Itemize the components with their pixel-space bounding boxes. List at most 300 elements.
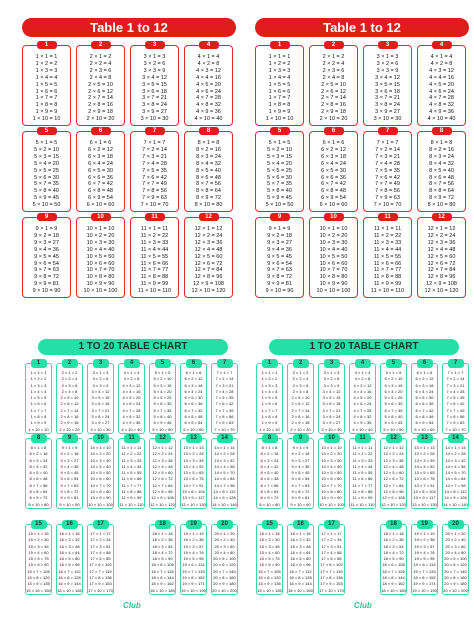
table-line: 8 × 4 = 32 xyxy=(196,160,221,167)
table-line: 3 × 2 = 6 xyxy=(323,376,340,382)
table-line: 9 × 6 = 54 xyxy=(291,476,310,482)
table-11-card xyxy=(130,214,179,298)
red-panel-left xyxy=(22,18,236,308)
table-line: 6 × 2 = 12 xyxy=(415,376,434,382)
table-line: 6 × 4 = 24 xyxy=(184,388,203,394)
table-line: 5 × 8 = 40 xyxy=(34,188,59,195)
table-line: 10 × 9 = 90 xyxy=(86,281,115,288)
table-20-card xyxy=(211,521,238,595)
table-line: 15 × 6 = 90 xyxy=(28,562,49,568)
red-panel-title: Table 1 to 12 xyxy=(255,18,469,37)
table-line: 15 × 2 = 30 xyxy=(259,537,280,543)
table-line: 13 × 5 = 65 xyxy=(414,470,435,476)
table-line: 1 × 8 = 8 xyxy=(261,414,278,420)
table-line: 10 × 1 = 10 xyxy=(321,445,342,450)
table-line: 2 × 10 = 20 xyxy=(86,116,115,123)
table-line: 14 × 6 = 84 xyxy=(445,476,466,482)
table-11-card xyxy=(349,435,376,509)
table-line: 17 × 6 = 102 xyxy=(89,562,112,568)
table-line: 9 × 3 = 27 xyxy=(267,239,292,246)
table-line: 10 × 1 = 10 xyxy=(90,445,111,450)
table-8-card xyxy=(184,128,233,212)
table-line: 11 × 3 = 33 xyxy=(140,239,169,246)
table-line: 11 × 10 = 110 xyxy=(370,288,405,295)
table-line: 10 × 8 = 80 xyxy=(319,274,348,281)
table-line: 8 × 2 = 16 xyxy=(29,451,48,457)
table-line: 10 × 5 = 50 xyxy=(90,470,111,476)
table-line: 5 × 7 = 35 xyxy=(267,181,292,188)
table-line: 19 × 2 = 38 xyxy=(414,537,435,543)
table-number-badge: 2 xyxy=(91,41,111,49)
table-line: 11 × 4 = 44 xyxy=(352,463,373,469)
table-line: 7 × 6 = 42 xyxy=(215,401,234,407)
table-line: 11 × 2 = 22 xyxy=(352,451,373,457)
table-line: 18 × 6 = 108 xyxy=(382,562,405,568)
table-line: 11 × 7 = 77 xyxy=(140,267,169,274)
table-line: 12 × 8 = 96 xyxy=(383,489,404,495)
table-line: 3 × 10 = 30 xyxy=(373,116,402,123)
table-line: 9 × 9 = 81 xyxy=(267,281,292,288)
table-line: 15 × 3 = 45 xyxy=(28,543,49,549)
table-1-card xyxy=(25,360,52,434)
table-number-badge: 12 xyxy=(386,434,402,443)
table-line: 3 × 5 = 15 xyxy=(375,81,400,88)
table-line: 5 × 3 = 15 xyxy=(34,153,59,160)
table-line: 14 × 5 = 70 xyxy=(214,470,235,476)
table-line: 2 × 4 = 8 xyxy=(89,74,112,81)
table-3-card xyxy=(363,42,412,126)
table-line: 11 × 7 = 77 xyxy=(373,267,402,274)
table-line: 7 × 3 = 21 xyxy=(215,382,234,388)
table-line: 4 × 1 = 4 xyxy=(197,54,220,60)
table-line: 1 × 1 = 1 xyxy=(30,370,47,375)
table-4-card xyxy=(349,360,376,434)
table-line: 9 × 10 = 90 xyxy=(32,288,61,295)
table-line: 1 × 7 = 7 xyxy=(30,407,47,413)
table-line: 1 × 8 = 8 xyxy=(30,414,47,420)
table-line: 20 × 9 = 180 xyxy=(213,581,236,587)
table-line: 8 × 8 = 64 xyxy=(29,489,48,495)
table-line: 5 × 4 = 20 xyxy=(34,160,59,167)
table-line: 15 × 4 = 60 xyxy=(259,549,280,555)
table-line: 9 × 10 = 90 xyxy=(290,501,311,507)
table-line: 2 × 3 = 6 xyxy=(61,382,78,388)
table-16-card xyxy=(56,521,83,595)
table-line: 8 × 10 = 80 xyxy=(194,202,223,209)
table-line: 6 × 5 = 30 xyxy=(415,395,434,401)
table-line: 6 × 4 = 24 xyxy=(88,160,113,167)
table-line: 10 × 4 = 40 xyxy=(90,463,111,469)
table-line: 6 × 2 = 12 xyxy=(184,376,203,382)
table-line: 15 × 8 = 120 xyxy=(258,575,281,581)
table-9-card xyxy=(56,435,83,509)
table-5-card xyxy=(22,128,71,212)
table-number-badge: 10 xyxy=(324,434,340,443)
table-line: 18 × 1 = 18 xyxy=(383,531,404,536)
table-line: 5 × 6 = 30 xyxy=(153,401,172,407)
table-line: 20 × 10 = 200 xyxy=(212,587,237,593)
table-line: 4 × 9 = 36 xyxy=(122,420,141,426)
table-line: 9 × 6 = 54 xyxy=(34,260,59,267)
table-line: 1 × 6 = 6 xyxy=(30,401,47,407)
table-number-badge: 3 xyxy=(93,359,109,368)
table-line: 2 × 3 = 6 xyxy=(89,67,112,74)
table-number-badge: 1 xyxy=(270,41,290,49)
table-10-card xyxy=(76,214,125,298)
table-number-badge: 1 xyxy=(31,359,47,368)
table-line: 6 × 9 = 54 xyxy=(88,195,113,202)
table-line: 9 × 4 = 36 xyxy=(60,463,79,469)
table-line: 2 × 6 = 12 xyxy=(60,401,79,407)
table-line: 18 × 9 = 162 xyxy=(382,581,405,587)
table-line: 6 × 1 = 6 xyxy=(89,140,112,146)
table-line: 5 × 5 = 25 xyxy=(384,395,403,401)
table-line: 15 × 6 = 90 xyxy=(259,562,280,568)
table-line: 8 × 7 = 56 xyxy=(196,181,221,188)
table-line: 20 × 10 = 200 xyxy=(443,587,468,593)
table-line: 9 × 4 = 36 xyxy=(267,246,292,253)
table-line: 6 × 3 = 18 xyxy=(184,382,203,388)
table-line: 13 × 1 = 13 xyxy=(414,445,435,450)
table-line: 11 × 1 = 11 xyxy=(121,445,142,450)
table-line: 1 × 6 = 6 xyxy=(268,88,291,95)
table-line: 6 × 5 = 30 xyxy=(184,395,203,401)
table-line: 11 × 5 = 55 xyxy=(140,253,169,260)
table-line: 5 × 8 = 40 xyxy=(153,414,172,420)
table-line: 18 × 4 = 72 xyxy=(383,549,404,555)
table-line: 14 × 1 = 14 xyxy=(214,445,235,450)
table-line: 12 × 7 = 84 xyxy=(383,482,404,488)
table-line: 6 × 9 = 54 xyxy=(184,420,203,426)
table-line: 3 × 10 = 30 xyxy=(321,426,342,432)
table-line: 8 × 2 = 16 xyxy=(429,146,454,153)
club-logo: Club xyxy=(123,601,141,610)
table-line: 2 × 7 = 14 xyxy=(88,95,113,102)
table-line: 1 × 2 = 2 xyxy=(35,60,58,67)
club-logo: Club xyxy=(354,601,372,610)
table-line: 12 × 2 = 24 xyxy=(383,451,404,457)
table-line: 10 × 7 = 70 xyxy=(86,267,115,274)
table-line: 16 × 8 = 128 xyxy=(58,575,81,581)
table-line: 8 × 7 = 56 xyxy=(29,482,48,488)
green-panel-right xyxy=(256,339,471,614)
table-line: 11 × 2 = 22 xyxy=(140,232,169,239)
table-line: 12 × 10 = 120 xyxy=(191,288,226,295)
table-line: 19 × 5 = 95 xyxy=(414,556,435,562)
table-line: 4 × 1 = 4 xyxy=(123,370,140,375)
table-13-card xyxy=(411,435,438,509)
table-line: 9 × 2 = 18 xyxy=(34,232,59,239)
table-line: 17 × 5 = 85 xyxy=(321,556,342,562)
table-line: 7 × 7 = 49 xyxy=(375,181,400,188)
table-line: 2 × 9 = 18 xyxy=(291,420,310,426)
table-number-badge: 7 xyxy=(145,127,165,135)
table-line: 10 × 4 = 40 xyxy=(86,246,115,253)
table-line: 3 × 7 = 21 xyxy=(375,95,400,102)
table-line: 14 × 5 = 70 xyxy=(445,470,466,476)
table-5-card xyxy=(149,360,176,434)
table-line: 20 × 7 = 140 xyxy=(213,568,236,574)
table-line: 10 × 4 = 40 xyxy=(321,463,342,469)
table-line: 5 × 10 = 50 xyxy=(265,202,294,209)
table-12-card xyxy=(380,435,407,509)
table-line: 11 × 8 = 88 xyxy=(352,489,373,495)
table-line: 4 × 10 = 40 xyxy=(121,426,142,432)
table-line: 18 × 5 = 90 xyxy=(383,556,404,562)
table-line: 17 × 6 = 102 xyxy=(320,562,343,568)
table-line: 1 × 9 = 9 xyxy=(35,109,58,116)
table-line: 20 × 6 = 120 xyxy=(444,562,467,568)
table-8-card xyxy=(25,435,52,509)
table-line: 5 × 9 = 45 xyxy=(384,420,403,426)
table-line: 19 × 7 = 133 xyxy=(182,568,205,574)
table-line: 2 × 1 = 2 xyxy=(322,54,345,60)
table-line: 11 × 5 = 55 xyxy=(352,470,373,476)
table-line: 4 × 6 = 24 xyxy=(353,401,372,407)
table-line: 8 × 5 = 40 xyxy=(429,167,454,174)
table-line: 6 × 6 = 36 xyxy=(184,401,203,407)
table-line: 19 × 2 = 38 xyxy=(183,537,204,543)
table-line: 12 × 5 = 60 xyxy=(194,253,223,260)
table-line: 5 × 7 = 35 xyxy=(34,181,59,188)
table-line: 12 × 7 = 84 xyxy=(427,267,456,274)
table-line: 12 × 4 = 48 xyxy=(194,246,223,253)
table-line: 1 × 5 = 5 xyxy=(268,81,291,88)
table-line: 1 × 8 = 8 xyxy=(35,102,58,109)
table-line: 4 × 3 = 12 xyxy=(196,67,221,74)
table-line: 3 × 9 = 27 xyxy=(142,109,167,116)
table-line: 9 × 2 = 18 xyxy=(60,451,79,457)
table-line: 10 × 3 = 30 xyxy=(90,457,111,463)
table-line: 11 × 9 = 99 xyxy=(373,281,402,288)
table-number-badge: 20 xyxy=(448,520,464,529)
table-line: 11 × 3 = 33 xyxy=(352,457,373,463)
table-line: 14 × 10 = 140 xyxy=(212,501,237,507)
table-line: 16 × 10 = 160 xyxy=(57,587,82,593)
table-line: 18 × 2 = 36 xyxy=(152,537,173,543)
table-line: 14 × 8 = 112 xyxy=(213,489,236,495)
table-line: 11 × 6 = 66 xyxy=(140,260,169,267)
table-number-badge: 7 xyxy=(378,127,398,135)
table-line: 16 × 9 = 144 xyxy=(289,581,312,587)
table-line: 19 × 4 = 76 xyxy=(414,549,435,555)
red-panel-title: Table 1 to 12 xyxy=(22,18,236,37)
table-number-badge: 2 xyxy=(62,359,78,368)
table-line: 8 × 10 = 80 xyxy=(28,501,49,507)
green-row-2 xyxy=(25,435,238,509)
table-line: 13 × 8 = 104 xyxy=(182,489,205,495)
table-line: 11 × 4 = 44 xyxy=(373,246,402,253)
table-number-badge: 2 xyxy=(293,359,309,368)
table-line: 10 × 7 = 70 xyxy=(319,267,348,274)
table-line: 3 × 6 = 18 xyxy=(375,88,400,95)
table-line: 9 × 8 = 72 xyxy=(60,489,79,495)
table-line: 11 × 10 = 110 xyxy=(350,501,375,507)
table-line: 17 × 2 = 34 xyxy=(321,537,342,543)
table-line: 3 × 8 = 24 xyxy=(322,414,341,420)
table-4-card xyxy=(118,360,145,434)
table-line: 9 × 8 = 72 xyxy=(34,274,59,281)
table-8-card xyxy=(256,435,283,509)
table-line: 12 × 10 = 120 xyxy=(381,501,406,507)
table-line: 9 × 5 = 45 xyxy=(60,470,79,476)
table-line: 3 × 3 = 9 xyxy=(376,67,399,74)
table-line: 9 × 10 = 90 xyxy=(59,501,80,507)
table-6-card xyxy=(309,128,358,212)
table-number-badge: 11 xyxy=(145,213,165,221)
table-number-badge: 14 xyxy=(217,434,233,443)
table-line: 12 × 3 = 36 xyxy=(194,239,223,246)
table-line: 6 × 3 = 18 xyxy=(88,153,113,160)
table-line: 1 × 2 = 2 xyxy=(30,376,47,382)
table-line: 7 × 7 = 49 xyxy=(142,181,167,188)
table-number-badge: 13 xyxy=(417,434,433,443)
table-line: 16 × 3 = 48 xyxy=(59,543,80,549)
table-line: 9 × 8 = 72 xyxy=(291,489,310,495)
table-line: 17 × 10 = 170 xyxy=(319,587,344,593)
table-line: 4 × 10 = 40 xyxy=(427,116,456,123)
table-line: 12 × 8 = 96 xyxy=(152,489,173,495)
table-line: 10 × 1 = 10 xyxy=(319,226,348,232)
table-line: 19 × 6 = 114 xyxy=(182,562,205,568)
table-line: 11 × 4 = 44 xyxy=(140,246,169,253)
table-9-card xyxy=(22,214,71,298)
table-line: 9 × 6 = 54 xyxy=(60,476,79,482)
table-line: 11 × 3 = 33 xyxy=(121,457,142,463)
table-number-badge: 12 xyxy=(199,213,219,221)
table-line: 2 × 1 = 2 xyxy=(292,370,309,375)
table-line: 12 × 5 = 60 xyxy=(152,470,173,476)
table-4-card xyxy=(184,42,233,126)
table-line: 3 × 7 = 21 xyxy=(91,407,110,413)
table-line: 2 × 8 = 16 xyxy=(88,102,113,109)
table-12-card xyxy=(149,435,176,509)
table-number-badge: 6 xyxy=(91,127,111,135)
table-line: 17 × 8 = 136 xyxy=(320,575,343,581)
table-line: 12 × 2 = 24 xyxy=(194,232,223,239)
table-line: 1 × 10 = 10 xyxy=(28,426,49,432)
table-line: 3 × 9 = 27 xyxy=(322,420,341,426)
table-line: 2 × 7 = 14 xyxy=(60,407,79,413)
table-line: 3 × 10 = 30 xyxy=(90,426,111,432)
table-line: 11 × 1 = 11 xyxy=(140,226,168,232)
table-line: 9 × 2 = 18 xyxy=(291,451,310,457)
table-line: 8 × 4 = 32 xyxy=(429,160,454,167)
table-line: 12 × 2 = 24 xyxy=(427,232,456,239)
table-line: 12 × 6 = 72 xyxy=(152,476,173,482)
table-line: 11 × 8 = 88 xyxy=(121,489,142,495)
table-line: 7 × 8 = 56 xyxy=(375,188,400,195)
table-line: 8 × 6 = 48 xyxy=(29,476,48,482)
table-line: 10 × 2 = 20 xyxy=(86,232,115,239)
table-line: 10 × 4 = 40 xyxy=(319,246,348,253)
table-line: 17 × 2 = 34 xyxy=(90,537,111,543)
table-17-card xyxy=(87,521,114,595)
table-line: 3 × 6 = 18 xyxy=(142,88,167,95)
table-line: 15 × 1 = 15 xyxy=(28,531,49,536)
table-line: 19 × 8 = 152 xyxy=(413,575,436,581)
table-line: 7 × 6 = 42 xyxy=(142,174,167,181)
spacer xyxy=(118,524,145,595)
table-line: 2 × 4 = 8 xyxy=(292,388,309,394)
table-line: 6 × 8 = 48 xyxy=(415,414,434,420)
table-line: 7 × 5 = 35 xyxy=(375,167,400,174)
table-number-badge: 5 xyxy=(270,127,290,135)
table-number-badge: 3 xyxy=(145,41,165,49)
table-line: 5 × 9 = 45 xyxy=(153,420,172,426)
table-number-badge: 8 xyxy=(432,127,452,135)
table-number-badge: 4 xyxy=(124,359,140,368)
table-line: 4 × 5 = 20 xyxy=(353,395,372,401)
table-line: 6 × 5 = 30 xyxy=(88,167,113,174)
table-line: 11 × 4 = 44 xyxy=(121,463,142,469)
green-row-3 xyxy=(256,521,469,595)
table-line: 8 × 9 = 72 xyxy=(196,195,221,202)
table-line: 1 × 1 = 1 xyxy=(261,370,278,375)
table-line: 7 × 3 = 21 xyxy=(142,153,167,160)
table-line: 16 × 5 = 80 xyxy=(59,556,80,562)
table-line: 15 × 3 = 45 xyxy=(259,543,280,549)
table-line: 10 × 9 = 90 xyxy=(319,281,348,288)
table-line: 6 × 7 = 42 xyxy=(321,181,346,188)
table-line: 12 × 7 = 84 xyxy=(152,482,173,488)
table-line: 13 × 2 = 26 xyxy=(414,451,435,457)
table-line: 9 × 8 = 72 xyxy=(267,274,292,281)
table-line: 8 × 1 = 8 xyxy=(261,445,278,450)
table-6-card xyxy=(411,360,438,434)
table-line: 2 × 9 = 18 xyxy=(60,420,79,426)
table-line: 9 × 10 = 90 xyxy=(265,288,294,295)
table-line: 9 × 3 = 27 xyxy=(291,457,310,463)
table-line: 1 × 7 = 7 xyxy=(35,95,58,102)
table-line: 15 × 9 = 135 xyxy=(258,581,281,587)
table-18-card xyxy=(149,521,176,595)
table-14-card xyxy=(442,435,469,509)
table-number-badge: 11 xyxy=(124,434,140,443)
table-line: 16 × 1 = 16 xyxy=(290,531,311,536)
table-line: 6 × 3 = 18 xyxy=(321,153,346,160)
table-line: 9 × 3 = 27 xyxy=(60,457,79,463)
table-line: 17 × 1 = 17 xyxy=(90,531,111,536)
table-line: 4 × 3 = 12 xyxy=(353,382,372,388)
table-line: 18 × 5 = 90 xyxy=(152,556,173,562)
table-line: 5 × 8 = 40 xyxy=(267,188,292,195)
table-line: 15 × 1 = 15 xyxy=(259,531,280,536)
table-line: 10 × 5 = 50 xyxy=(319,253,348,260)
table-line: 14 × 4 = 56 xyxy=(445,463,466,469)
table-number-badge: 18 xyxy=(386,520,402,529)
table-line: 1 × 3 = 3 xyxy=(35,67,58,74)
table-line: 10 × 2 = 20 xyxy=(321,451,342,457)
table-line: 15 × 7 = 105 xyxy=(27,568,50,574)
table-line: 4 × 4 = 16 xyxy=(122,388,141,394)
red-table-grid xyxy=(22,42,233,298)
table-line: 1 × 2 = 2 xyxy=(261,376,278,382)
table-line: 9 × 5 = 45 xyxy=(34,253,59,260)
table-line: 3 × 2 = 6 xyxy=(92,376,109,382)
table-line: 7 × 5 = 35 xyxy=(446,395,465,401)
table-line: 6 × 7 = 42 xyxy=(184,407,203,413)
table-line: 18 × 8 = 144 xyxy=(382,575,405,581)
table-line: 3 × 1 = 3 xyxy=(92,370,109,375)
table-10-card xyxy=(318,435,345,509)
table-line: 12 × 3 = 36 xyxy=(152,457,173,463)
table-line: 10 × 6 = 60 xyxy=(90,476,111,482)
table-line: 20 × 2 = 40 xyxy=(214,537,235,543)
table-line: 17 × 4 = 68 xyxy=(321,549,342,555)
table-line: 6 × 7 = 42 xyxy=(88,181,113,188)
table-line: 19 × 10 = 190 xyxy=(181,587,206,593)
